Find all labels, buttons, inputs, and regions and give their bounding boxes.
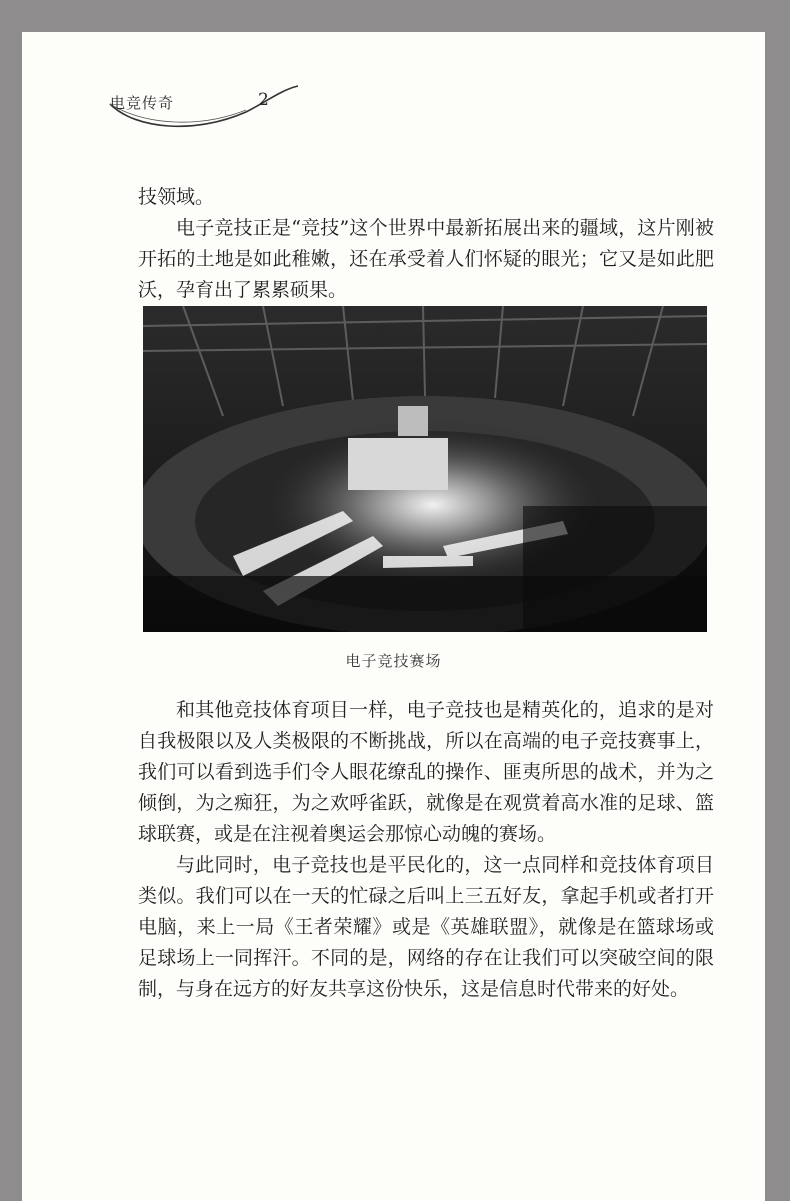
paragraph: 与此同时，电子竞技也是平民化的，这一点同样和竞技体育项目类似。我们可以在一天的忙碌之后叫上三五好友，拿起手机或者打开电脑，来上一局《王者荣耀》或是《英雄联盟》，就像是在篮球场或足球场上一同挥汗。不同的是，网络的存在让我们可以突破空间的限制，与身在远方的好友共享这份快乐，这是信息时代带来的好处。 — [138, 854, 714, 1000]
paragraph: 技领域。 — [138, 186, 215, 208]
figure-caption: 电子竞技赛场 — [345, 652, 442, 670]
paragraph: 电子竞技正是“竞技”这个世界中最新拓展出来的疆域，这片刚被开拓的土地是如此稚嫩，还在承受着人们怀疑的眼光；它又是如此肥沃，孕育出了累累硕果。 — [138, 217, 714, 301]
text-block-body — [138, 695, 714, 1005]
text-block-top — [138, 182, 714, 306]
page-number: 2 — [258, 90, 269, 110]
book-page — [22, 32, 765, 1201]
paragraph: 和其他竞技体育项目一样，电子竞技也是精英化的，追求的是对自我极限以及人类极限的不断挑战，所以在高端的电子竞技赛事上，我们可以看到选手们令人眼花缭乱的操作、匪夷所思的战术，并为之倾倒，为之痴狂，为之欢呼雀跃，就像是在观赏着高水准的足球、篮球联赛，或是在注视着奥运会那惊心动魄的赛场。 — [138, 699, 714, 845]
esports-arena-photo — [143, 306, 707, 632]
running-head-title: 电竞传奇 — [110, 94, 175, 112]
